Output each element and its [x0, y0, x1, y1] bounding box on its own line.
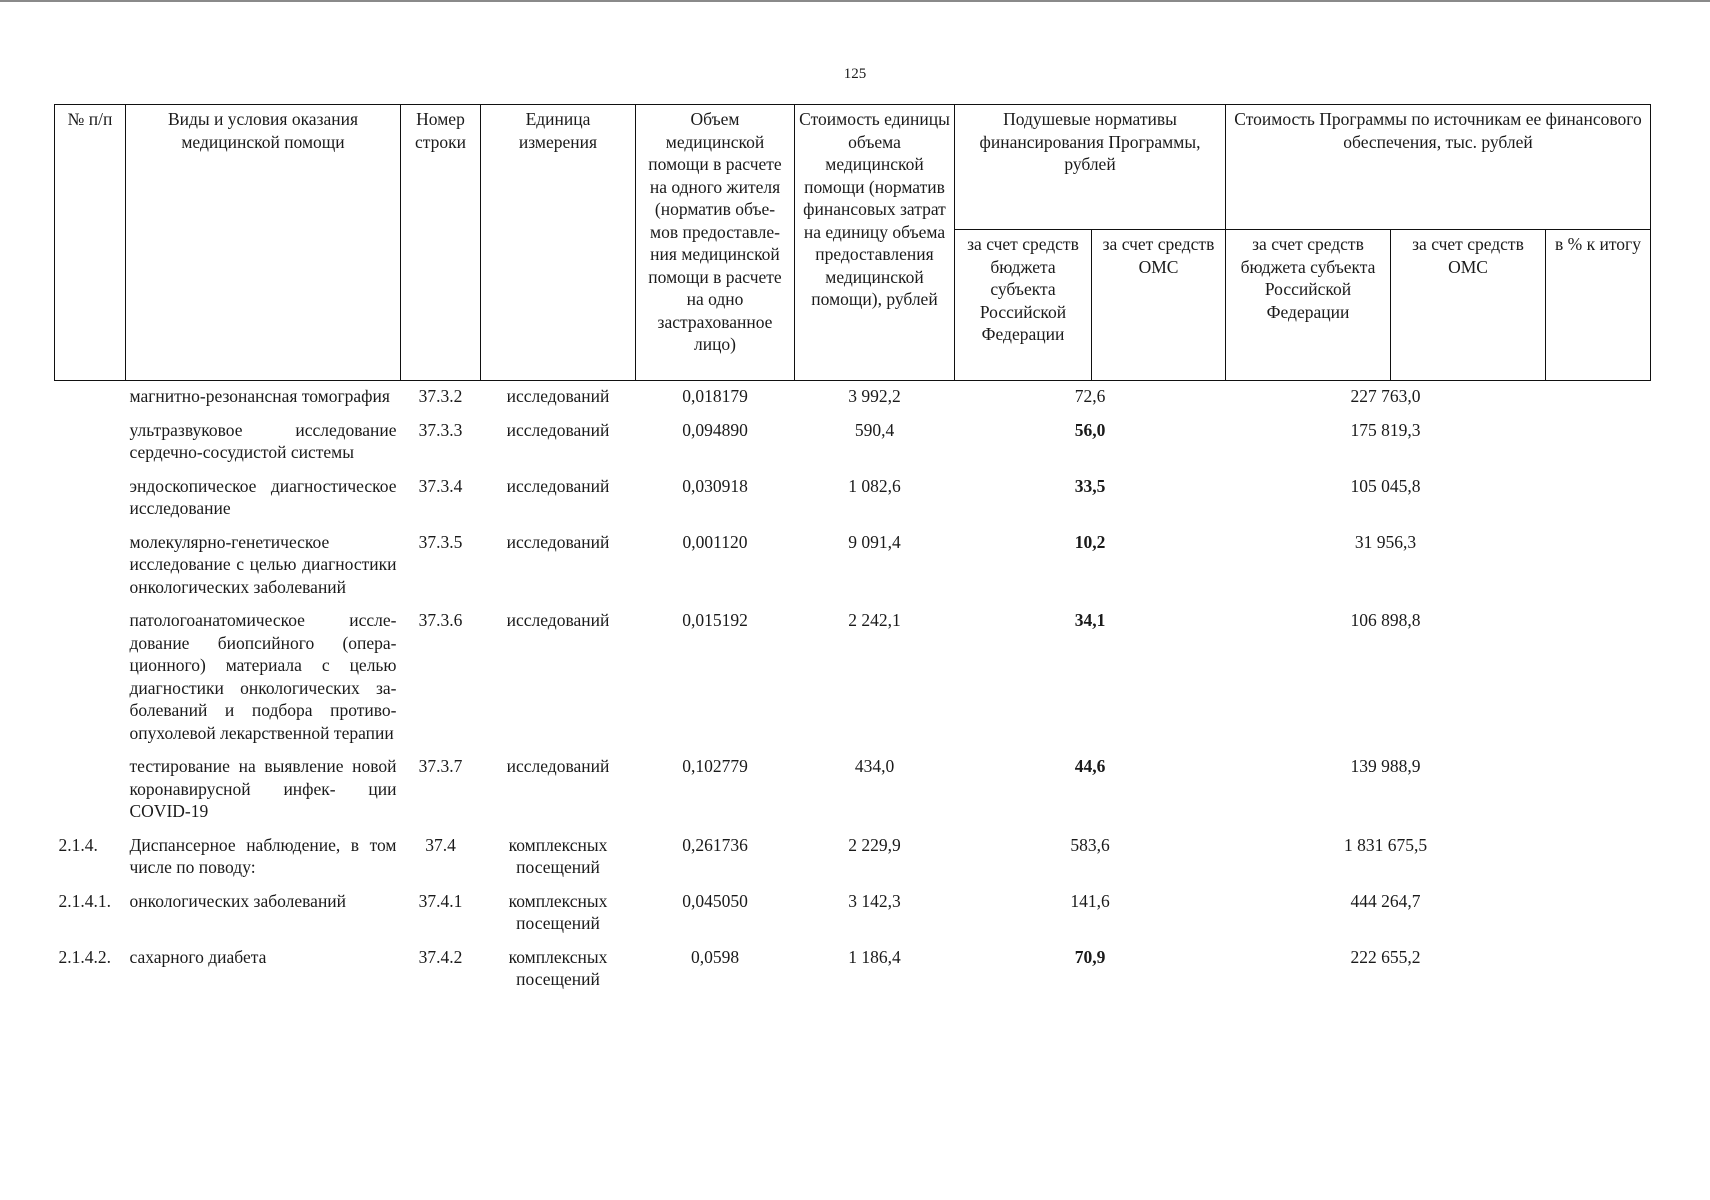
cell-volume: 0,045050 [682, 890, 748, 911]
table-header [55, 105, 1651, 381]
cell-row-number: 37.3.5 [418, 531, 463, 552]
cell-num [55, 527, 126, 606]
cell-volume: 0,018179 [682, 386, 748, 406]
cell-name: молекулярно-генетическое исследование с целью диагностики онкологических заболеваний [129, 531, 397, 597]
cell-num: 2.1.4.1. [58, 890, 111, 911]
cell-row-number: 37.4.1 [418, 890, 463, 911]
cell-unit: исследований [506, 610, 610, 630]
cell-percent [1546, 942, 1651, 998]
cell-percent [1546, 751, 1651, 830]
cell-unit: комплексных посещений [508, 890, 608, 933]
cell-unit-cost: 590,4 [854, 419, 895, 440]
cell-cost-oms: 444 264,7 [1350, 890, 1421, 911]
cell-cost-oms: 105 045,8 [1350, 475, 1421, 496]
cell-row-number: 37.3.6 [418, 610, 463, 630]
header-num: № п/п [55, 105, 126, 381]
cell-name: Диспансерное наблюдение, в том числе по поводу: [129, 834, 397, 877]
cell-volume: 0,001120 [682, 531, 748, 552]
header-cost-budget: за счет средств бюджета субъекта Российской Федерации [1226, 230, 1391, 381]
cell-percent [1546, 471, 1651, 527]
cell-num [55, 381, 126, 415]
table-row [55, 886, 1651, 942]
cell-volume: 0,015192 [682, 610, 748, 630]
header-cost-oms: за счет средств ОМС [1391, 230, 1546, 381]
page-top-rule [0, 0, 1710, 2]
cell-percent [1546, 605, 1651, 751]
cell-percent [1546, 886, 1651, 942]
table-row [55, 471, 1651, 527]
table-row [55, 381, 1651, 415]
cell-row-number: 37.4.2 [418, 946, 463, 967]
cell-num [55, 605, 126, 751]
cell-num [55, 415, 126, 471]
table-row [55, 605, 1651, 751]
cell-percent [1546, 415, 1651, 471]
cell-per-capita-oms: 583,6 [1070, 834, 1110, 855]
cell-per-capita-oms: 10,2 [1074, 531, 1106, 552]
cell-cost-oms: 139 988,9 [1350, 756, 1421, 776]
cell-unit: исследований [506, 756, 610, 776]
cell-unit: исследований [506, 386, 610, 406]
cell-volume: 0,261736 [682, 834, 748, 855]
cell-name: онкологических заболеваний [129, 890, 347, 911]
cell-volume: 0,094890 [682, 419, 748, 440]
cell-row-number: 37.3.3 [418, 419, 463, 440]
cell-cost-oms: 222 655,2 [1350, 946, 1421, 967]
cell-name: ультразвуковое исследование сердечно-сосудистой системы [129, 419, 397, 462]
header-unit: Единица измерения [481, 105, 636, 381]
header-pc-budget: за счет средств бюджета субъекта Российской Федерации [955, 230, 1092, 381]
table-body [55, 381, 1651, 998]
cell-unit-cost: 1 082,6 [848, 475, 901, 496]
header-row-number: Номер строки [401, 105, 481, 381]
cell-cost-oms: 1 831 675,5 [1343, 834, 1428, 855]
cell-unit-cost: 2 242,1 [848, 610, 901, 630]
cell-unit: исследований [506, 419, 610, 440]
cell-unit: комплексных посещений [508, 946, 608, 989]
financing-table [54, 104, 1651, 998]
table-row [55, 942, 1651, 998]
cell-num [55, 471, 126, 527]
cell-unit-cost: 434,0 [854, 756, 895, 776]
cell-unit: комплексных посещений [508, 834, 608, 877]
cell-cost-oms: 31 956,3 [1354, 531, 1417, 552]
cell-unit: исследований [506, 531, 610, 552]
header-program-cost-group: Стоимость Программы по источникам ее финансового обеспечения, тыс. рублей [1226, 105, 1651, 230]
cell-name: сахарного диабета [129, 946, 267, 967]
cell-volume: 0,102779 [682, 756, 748, 776]
cell-unit-cost: 9 091,4 [848, 531, 901, 552]
cell-name: патологоанатомическое иссле- дование биопсийного (опера- ционного) материала с целью диагностики онкологических за- болеваний и подбора противо- опухолевой лекарственной терапии [129, 610, 397, 743]
cell-name: эндоскопическое диагностическое исследование [129, 475, 397, 518]
cell-row-number: 37.3.4 [418, 475, 463, 496]
cell-per-capita-oms: 70,9 [1074, 946, 1106, 967]
cell-row-number: 37.3.7 [418, 756, 463, 776]
cell-row-number: 37.4 [425, 834, 456, 855]
header-cost-percent: в % к итогу [1546, 230, 1651, 381]
cell-num: 2.1.4.2. [58, 946, 111, 967]
header-kinds: Виды и условия оказания медицинской помощи [126, 105, 401, 381]
cell-unit-cost: 3 992,2 [848, 386, 901, 406]
cell-percent [1546, 381, 1651, 415]
cell-per-capita-oms: 141,6 [1070, 890, 1110, 911]
header-volume: Объем медицинской помощи в расчете на одного жителя (норматив объе- мов предоставле- ния медицинской помощи в расчете на одно застрахованное лицо) [636, 105, 795, 381]
table-row [55, 751, 1651, 830]
cell-cost-oms: 175 819,3 [1350, 419, 1421, 440]
cell-per-capita-oms: 44,6 [1074, 756, 1106, 776]
table-row [55, 415, 1651, 471]
cell-unit-cost: 1 186,4 [848, 946, 901, 967]
cell-num [55, 751, 126, 830]
cell-name: тестирование на выявление новой коронавирусной инфек- ции COVID-19 [129, 756, 397, 821]
cell-row-number: 37.3.2 [418, 386, 463, 406]
cell-volume: 0,0598 [690, 946, 740, 967]
cell-cost-oms: 227 763,0 [1350, 386, 1421, 406]
table-row [55, 527, 1651, 606]
cell-name: магнитно-резонансная томография [129, 386, 390, 406]
cell-volume: 0,030918 [682, 475, 748, 496]
cell-unit-cost: 2 229,9 [848, 834, 901, 855]
table-row [55, 830, 1651, 886]
cell-per-capita-oms: 72,6 [1074, 386, 1106, 406]
cell-percent [1546, 830, 1651, 886]
cell-cost-oms: 106 898,8 [1350, 610, 1421, 630]
cell-unit-cost: 3 142,3 [848, 890, 901, 911]
cell-per-capita-oms: 56,0 [1074, 419, 1106, 440]
cell-per-capita-oms: 34,1 [1074, 610, 1106, 630]
header-per-capita-group: Подушевые нормативы финансирования Программы, рублей [955, 105, 1226, 230]
page-number: 125 [843, 66, 867, 82]
cell-unit: исследований [506, 475, 610, 496]
header-pc-oms: за счет средств ОМС [1092, 230, 1226, 381]
header-unit-cost: Стоимость единицы объема медицинской помощи (норматив финансовых затрат на единицу объема предоставления медицинской помощи), рублей [795, 105, 955, 381]
cell-percent [1546, 527, 1651, 606]
cell-per-capita-oms: 33,5 [1074, 475, 1106, 496]
cell-num: 2.1.4. [58, 834, 98, 855]
